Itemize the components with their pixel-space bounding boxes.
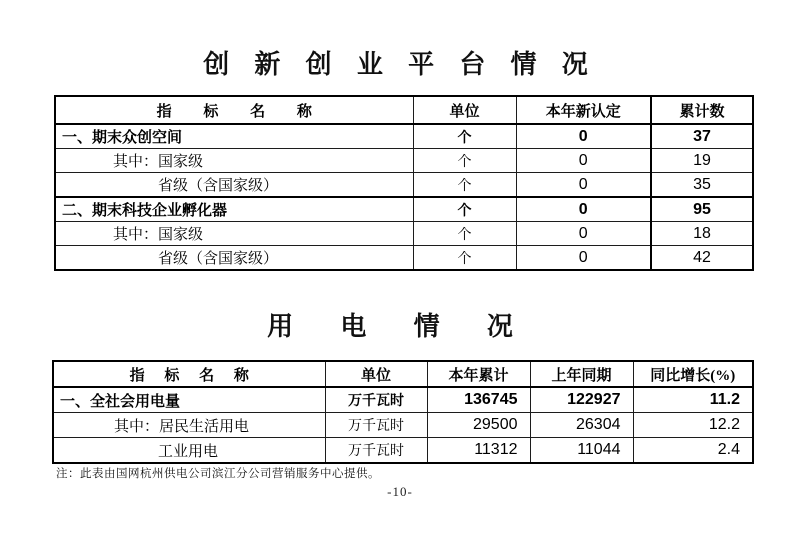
cell-new: 0	[516, 173, 651, 198]
cell-cumulative: 95	[651, 197, 753, 222]
electricity-usage-table	[52, 360, 754, 464]
cell-yoy-growth: 12.2	[633, 413, 753, 438]
cell-unit: 个	[413, 197, 516, 222]
cell-indicator: 其中：国家级	[55, 149, 413, 173]
cell-indicator: 省级（含国家级）	[55, 246, 413, 271]
innovation-platform-table	[54, 95, 754, 271]
cell-new: 0	[516, 246, 651, 271]
cell-unit: 个	[413, 222, 516, 246]
table-row	[55, 124, 753, 149]
cell-new: 0	[516, 197, 651, 222]
cell-indicator: 一、期末众创空间	[55, 124, 413, 149]
table-row	[55, 173, 753, 198]
table-row	[53, 438, 753, 464]
cell-indicator: 其中：居民生活用电	[53, 413, 325, 438]
cell-indicator: 二、期末科技企业孵化器	[55, 197, 413, 222]
cell-previous-year: 122927	[530, 387, 633, 413]
header-new-this-year: 本年新认定	[516, 96, 651, 124]
header-unit: 单位	[325, 361, 427, 387]
header-cumulative: 累计数	[651, 96, 753, 124]
table-row	[55, 197, 753, 222]
cell-unit: 万千瓦时	[325, 413, 427, 438]
header-unit: 单位	[413, 96, 516, 124]
cell-cumulative: 37	[651, 124, 753, 149]
header-indicator-name: 指 标 名 称	[55, 96, 413, 124]
cell-unit: 个	[413, 246, 516, 271]
cell-indicator: 工业用电	[53, 438, 325, 464]
source-note: 注：此表由国网杭州供电公司滨江分公司营销服务中心提供。	[56, 468, 380, 480]
table-header-row	[55, 96, 753, 124]
cell-unit: 万千瓦时	[325, 438, 427, 464]
cell-previous-year: 26304	[530, 413, 633, 438]
cell-current-year: 136745	[427, 387, 530, 413]
page-number: -10-	[387, 484, 413, 499]
cell-unit: 个	[413, 124, 516, 149]
table-row	[55, 246, 753, 271]
cell-indicator: 省级（含国家级）	[55, 173, 413, 198]
cell-current-year: 11312	[427, 438, 530, 464]
cell-previous-year: 11044	[530, 438, 633, 464]
table-row	[53, 387, 753, 413]
cell-indicator: 一、全社会用电量	[53, 387, 325, 413]
cell-new: 0	[516, 124, 651, 149]
electricity-usage-title: 用 电 情 况	[267, 311, 533, 341]
cell-new: 0	[516, 222, 651, 246]
header-previous-year: 上年同期	[530, 361, 633, 387]
header-yoy-growth: 同比增长(%)	[633, 361, 753, 387]
innovation-platform-title: 创 新 创 业 平 台 情 况	[203, 49, 597, 79]
cell-indicator: 其中：国家级	[55, 222, 413, 246]
cell-current-year: 29500	[427, 413, 530, 438]
table-header-row	[53, 361, 753, 387]
cell-cumulative: 18	[651, 222, 753, 246]
cell-cumulative: 19	[651, 149, 753, 173]
table-row	[53, 413, 753, 438]
cell-cumulative: 35	[651, 173, 753, 198]
table-row	[55, 149, 753, 173]
cell-new: 0	[516, 149, 651, 173]
cell-yoy-growth: 11.2	[633, 387, 753, 413]
cell-unit: 个	[413, 173, 516, 198]
cell-unit: 个	[413, 149, 516, 173]
cell-cumulative: 42	[651, 246, 753, 271]
table-row	[55, 222, 753, 246]
header-current-year: 本年累计	[427, 361, 530, 387]
header-indicator-name: 指 标 名 称	[53, 361, 325, 387]
cell-yoy-growth: 2.4	[633, 438, 753, 464]
cell-unit: 万千瓦时	[325, 387, 427, 413]
